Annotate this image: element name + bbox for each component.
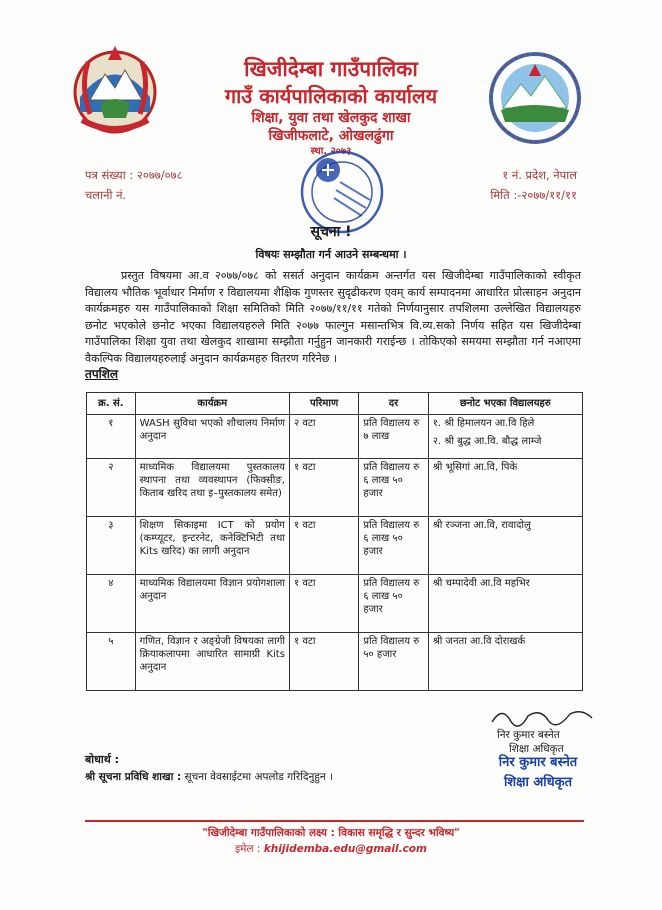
email-address: khijidemba.edu@gmail.com [263, 843, 427, 855]
header-sn: क्र. सं. [87, 393, 136, 415]
school-name: श्री रञ्जना आ.वि, रावादोलु [432, 520, 531, 531]
footer-divider [85, 820, 584, 822]
header-schools: छनोट भएका विद्यालयहरु [428, 393, 582, 415]
handwritten-signature [488, 702, 598, 730]
branch-name: शिक्षा, युवा तथा खेलकुद शाखा [251, 110, 411, 126]
cell-rate: प्रति विद्यालय रु ६ लाख ५० हजार [359, 459, 428, 517]
org-name: खिजीदेम्बा गाउँपालिका [244, 57, 418, 81]
cell-program: माध्यमिक विद्यालयमा पुस्तकालय स्थापना तथा व्यवस्थापन (फिक्सीङ, किताब खरिद तथा इ–पुस्तकालय समेत) [135, 459, 289, 517]
cell-quantity: १ वटा [289, 517, 358, 575]
footer-motto: "खिजीदेम्बा गाउँपालिकाको लक्ष्य : विकास समृद्धि र सुन्दर भविष्य" [202, 827, 460, 839]
cell-schools [428, 517, 582, 575]
notice-title: सूचना ! [310, 224, 352, 240]
table-row [87, 415, 583, 459]
cc-label: बोधार्थ : [85, 753, 120, 766]
header-rate: दर [359, 393, 428, 415]
table-row [87, 517, 583, 575]
table-row [87, 459, 583, 517]
notice-body-paragraph: प्रस्तुत विषयमा आ.व २०७७/०७८ को ससर्त अनुदान कार्यक्रम अन्तर्गत यस खिजीदेम्बा गाउँपालिकाको स्वीकृत विद्यालय भौतिक भूर्वाधार निर्माण र विद्यालयमा शैक्षिक गुणस्तर सुदृढीकरण एवम् कार्य सम्पादनमा आधारित प्रोत्साहन अनुदान कार्यक्रमहरु यस गाउँपालिकाको शिक्षा समितिको मिति २०७७/११/११ गतेको निर्णयानुसार तपशिलमा उल्लेखित विद्यालयहरु छनोट भएकोले छनोट भएका विद्यालयहरुले मिति २०७७ फाल्गुन मसान्तभित्र वि.व्य.सको निर्णय सहित यस खिजीदेम्बा गाउँपालिका शिक्षा युवा तथा खेलकुद शाखामा सम्झौता गर्नुहुन जानकारी गराईन्छ । तोकिएको समयमा सम्झौता गर्न नआएमा वैकल्पिक विद्यालयहरुलाई अनुदान कार्यक्रमहरु वितरण गरिनेछ । [85, 269, 581, 365]
cell-schools [428, 633, 582, 691]
established-year: स्था. २०७३ [310, 146, 352, 157]
cell-program: गणित, विज्ञान र अङ्ग्रेजी विषयका लागी क्रियाकलापमा आधारित सामाग्री Kits अनुदान [135, 633, 289, 691]
name-seal [490, 752, 586, 790]
cell-sn: ४ [87, 575, 136, 633]
header-quantity: परिमाण [289, 393, 358, 415]
cell-rate: प्रति विद्यालय रु ५० हजार [359, 633, 428, 691]
table-row [87, 633, 583, 691]
seal-post: शिक्षा अधिकृत [503, 775, 573, 790]
cell-rate: प्रति विद्यालय रु ६ लाख ५० हजार [359, 575, 428, 633]
cc-line [85, 770, 333, 784]
cell-quantity: २ वटा [289, 415, 358, 459]
cell-program: शिक्षण सिकाइमा ICT को प्रयोग (कम्प्यूटर, इन्टरनेट, कनेक्टिभिटी तथा Kits खरिद) का लागी अनुदान [135, 517, 289, 575]
cell-quantity: १ वटा [289, 575, 358, 633]
allocation-table [86, 392, 583, 691]
cell-sn: १ [87, 415, 136, 459]
cell-sn: ५ [87, 633, 136, 691]
office-name: गाउँ कार्यपालिकाको कार्यालय [224, 84, 438, 108]
office-address: खिजीफलाटे, ओखलढुंगा [268, 128, 394, 144]
cell-sn: २ [87, 459, 136, 517]
table-header-row [87, 393, 583, 415]
cell-sn: ३ [87, 517, 136, 575]
cell-program: माध्यमिक विद्यालयमा विज्ञान प्रयोगशाला अनुदान [135, 575, 289, 633]
signatory-post: शिक्षा अधिकृत [509, 743, 564, 755]
cell-program: WASH सुविधा भएको शौचालय निर्माण अनुदान [135, 415, 289, 459]
school-name: श्री जनता आ.वि दोराखर्क [432, 636, 526, 647]
school-name: श्री भूसिगां आ.वि, पिके [432, 462, 518, 473]
notice-body [85, 268, 581, 367]
letter-number: पत्र संख्या : २०७७/०७८ [85, 168, 183, 182]
province: १ नं. प्रदेश, नेपाल [502, 168, 577, 182]
tapsil-heading: तपशिल [85, 367, 119, 381]
cell-rate: प्रति विद्यालय रु ७ लाख [359, 415, 428, 459]
school-name: १. श्री हिमालयन आ.वि हिले [432, 418, 535, 429]
cell-rate: प्रति विद्यालय रु ६ लाख ५० हजार [359, 517, 428, 575]
seal-name: निर कुमार बस्नेत [498, 755, 578, 770]
letter-date: मिति :-२०७७/११/११ [490, 188, 577, 202]
dispatch-number: चलानी नं. [85, 188, 127, 202]
cell-quantity: १ वटा [289, 459, 358, 517]
header-program: कार्यक्रम [135, 393, 289, 415]
table-row [87, 575, 583, 633]
email-label: इमेल : [235, 843, 261, 855]
footer-contact [0, 842, 662, 856]
cc-text: सूचना वेवसाईटमा अपलोड गरिदिनुहुन । [184, 771, 333, 783]
signatory-name: निर कुमार बस्नेत [497, 729, 560, 741]
cell-schools [428, 575, 582, 633]
cc-branch: श्री सूचना प्रविधि शाखा : [85, 771, 182, 783]
cell-quantity: १ वटा [289, 633, 358, 691]
notice-subject: विषयः सम्झौता गर्न आउने सम्बन्धमा । [255, 248, 407, 261]
school-name: २. श्री बुद्ध आ.वि. बौद्ध लाम्जे [432, 436, 542, 447]
school-name: श्री चम्पादेवी आ.वि महभिर [432, 578, 530, 589]
cell-schools [428, 415, 582, 459]
cell-schools [428, 459, 582, 517]
